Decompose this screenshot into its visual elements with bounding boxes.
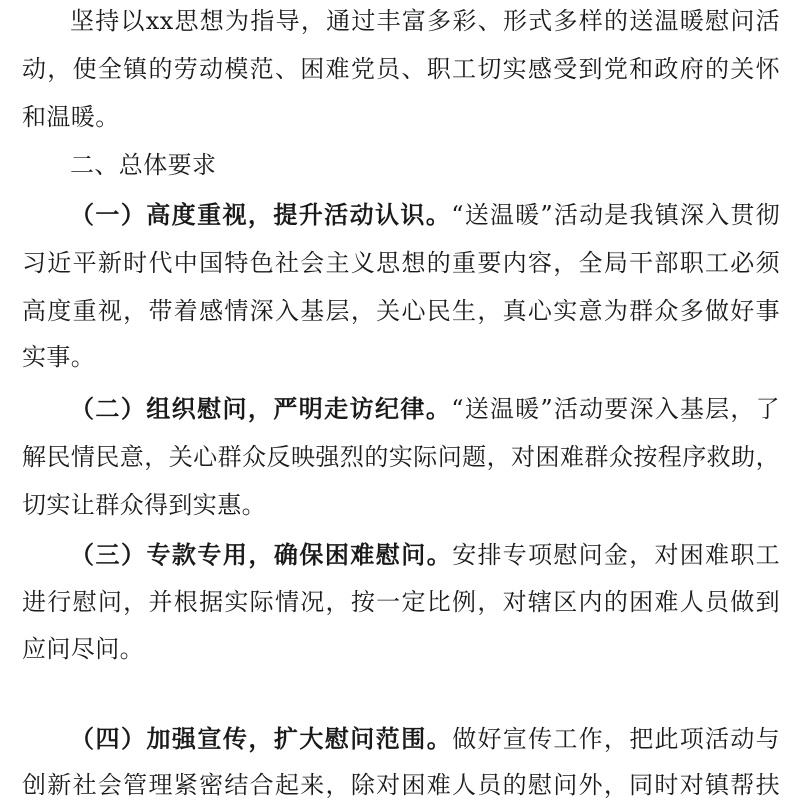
item-1-line-4: 实事。 [22, 343, 96, 371]
intro-line-2: 动，使全镇的劳动模范、困难党员、职工切实感受到党和政府的关怀 [22, 55, 780, 83]
item-2-line-3: 切实让群众得到实惠。 [22, 491, 266, 519]
item-2-heading: （二）组织慰问，严明走访纪律。 [70, 395, 452, 423]
item-3-line-3: 应问尽问。 [22, 635, 144, 663]
item-1-first-line [70, 198, 780, 232]
item-4-first-line [70, 722, 780, 756]
item-2-line-2: 解民情民意，关心群众反映强烈的实际问题，对困难群众按程序救助， [22, 443, 780, 471]
item-1-first-line-rest: “送温暖”活动是我镇深入贯彻 [451, 201, 780, 229]
intro-line-3: 和温暖。 [22, 103, 120, 131]
item-1-heading: （一）高度重视，提升活动认识。 [70, 201, 452, 229]
intro-line-1: 坚持以xx思想为指导，通过丰富多彩、形式多样的送温暖慰问活 [70, 7, 780, 35]
item-2-first-line [70, 392, 780, 426]
item-1-line-3: 高度重视，带着感情深入基层，关心民生，真心实意为群众多做好事 [22, 297, 780, 325]
item-4-heading: （四）加强宣传，扩大慰问范围。 [70, 725, 453, 753]
item-3-heading: （三）专款专用，确保困难慰问。 [70, 541, 453, 569]
item-1-line-2: 习近平新时代中国特色社会主义思想的重要内容，全局干部职工必须 [22, 249, 780, 277]
section-title: 二、总体要求 [70, 151, 217, 179]
item-4-line-2: 创新社会管理紧密结合起来，除对困难人员的慰问外，同时对镇帮扶 [22, 771, 780, 799]
item-3-line-2: 进行慰问，并根据实际情况，按一定比例，对辖区内的困难人员做到 [22, 588, 780, 616]
item-4-first-line-rest: 做好宣传工作，把此项活动与 [452, 725, 780, 753]
item-2-first-line-rest: “送温暖”活动要深入基层，了 [451, 395, 780, 423]
item-3-first-line-rest: 安排专项慰问金，对困难职工 [452, 541, 780, 569]
item-3-first-line [70, 538, 780, 572]
